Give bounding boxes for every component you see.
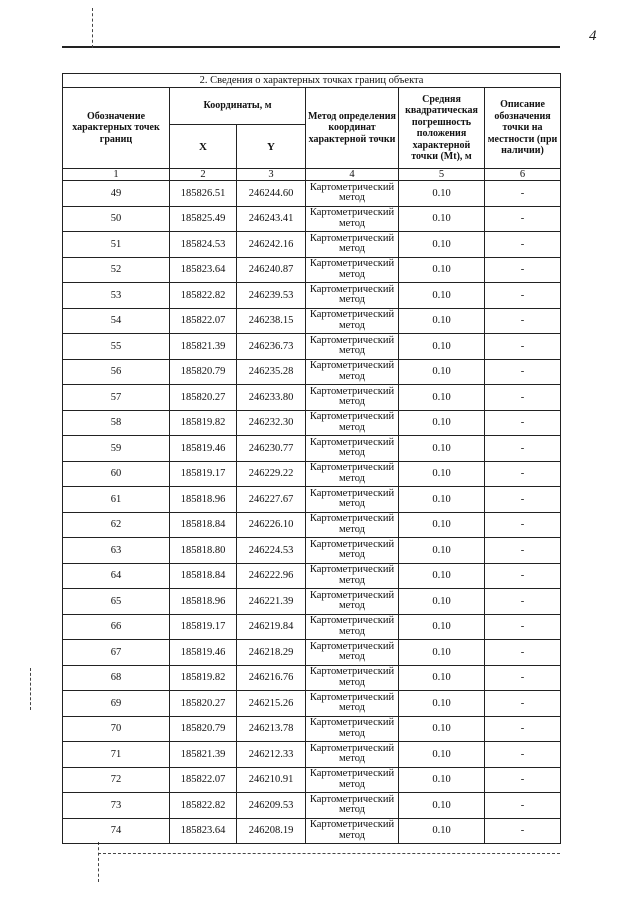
point-number: 60 [63, 461, 170, 487]
method-line1: Картометрический [309, 742, 395, 754]
method-line1: Картометрический [309, 360, 395, 372]
method-cell [306, 359, 399, 385]
point-number: 56 [63, 359, 170, 385]
table-row [63, 487, 561, 513]
table-row [63, 691, 561, 717]
coordinate-x: 185819.82 [170, 665, 237, 691]
method-line1: Картометрический [309, 717, 395, 729]
point-number: 74 [63, 818, 170, 844]
method-cell [306, 742, 399, 768]
description-value: - [485, 538, 561, 564]
coordinate-y: 246239.53 [237, 283, 306, 309]
coordinate-x: 185819.82 [170, 410, 237, 436]
coordinate-x: 185818.96 [170, 487, 237, 513]
description-value: - [485, 461, 561, 487]
description-value: - [485, 181, 561, 207]
description-value: - [485, 206, 561, 232]
boundary-points-table [62, 73, 561, 844]
method-line2: метод [338, 268, 366, 280]
coordinate-y: 246218.29 [237, 640, 306, 666]
table-row [63, 614, 561, 640]
description-value: - [485, 232, 561, 258]
description-value: - [485, 793, 561, 819]
coordinate-x: 185818.84 [170, 512, 237, 538]
method-line2: метод [338, 447, 366, 459]
accuracy-value: 0.10 [399, 640, 485, 666]
method-cell [306, 512, 399, 538]
method-cell [306, 665, 399, 691]
method-line2: метод [338, 727, 366, 739]
accuracy-value: 0.10 [399, 538, 485, 564]
description-value: - [485, 716, 561, 742]
method-line2: метод [338, 702, 366, 714]
coordinate-x: 185826.51 [170, 181, 237, 207]
coordinate-x: 185825.49 [170, 206, 237, 232]
coordinate-y: 246224.53 [237, 538, 306, 564]
table-row [63, 793, 561, 819]
description-value: - [485, 563, 561, 589]
method-cell [306, 640, 399, 666]
coordinate-x: 185820.27 [170, 385, 237, 411]
table-row [63, 640, 561, 666]
method-line2: метод [338, 319, 366, 331]
method-cell [306, 461, 399, 487]
point-number: 68 [63, 665, 170, 691]
method-line2: метод [338, 217, 366, 229]
point-number: 71 [63, 742, 170, 768]
table-row [63, 257, 561, 283]
coordinate-y: 246233.80 [237, 385, 306, 411]
section-title: 2. Сведения о характерных точках границ объекта [63, 74, 561, 88]
method-line2: метод [338, 549, 366, 561]
description-value: - [485, 818, 561, 844]
method-line1: Картометрический [309, 334, 395, 346]
method-cell [306, 206, 399, 232]
footer-rule [98, 853, 560, 854]
method-cell [306, 767, 399, 793]
method-line2: метод [338, 243, 366, 255]
accuracy-value: 0.10 [399, 385, 485, 411]
header-coordinates: Координаты, м [170, 88, 306, 125]
method-line2: метод [338, 421, 366, 433]
method-line1: Картометрический [309, 640, 395, 652]
coordinate-y: 246242.16 [237, 232, 306, 258]
point-number: 67 [63, 640, 170, 666]
method-line1: Картометрический [309, 309, 395, 321]
point-number: 64 [63, 563, 170, 589]
description-value: - [485, 385, 561, 411]
column-number: 2 [170, 169, 237, 181]
accuracy-value: 0.10 [399, 359, 485, 385]
column-number: 4 [306, 169, 399, 181]
coordinate-x: 185818.80 [170, 538, 237, 564]
header-y: Y [237, 125, 306, 169]
table-row [63, 232, 561, 258]
table-row [63, 206, 561, 232]
accuracy-value: 0.10 [399, 512, 485, 538]
accuracy-value: 0.10 [399, 206, 485, 232]
coordinate-x: 185821.39 [170, 334, 237, 360]
method-line1: Картометрический [309, 283, 395, 295]
accuracy-value: 0.10 [399, 767, 485, 793]
method-line1: Картометрический [309, 436, 395, 448]
method-cell [306, 283, 399, 309]
coordinate-y: 246235.28 [237, 359, 306, 385]
table-row [63, 385, 561, 411]
coordinate-y: 246227.67 [237, 487, 306, 513]
point-number: 51 [63, 232, 170, 258]
point-number: 55 [63, 334, 170, 360]
method-cell [306, 793, 399, 819]
method-cell [306, 614, 399, 640]
coordinate-x: 185819.17 [170, 461, 237, 487]
header-designation: Обозначение характерных точек границ [63, 88, 170, 169]
accuracy-value: 0.10 [399, 691, 485, 717]
table-body [63, 181, 561, 844]
method-line2: метод [338, 370, 366, 382]
table-row [63, 181, 561, 207]
table-row [63, 538, 561, 564]
point-number: 73 [63, 793, 170, 819]
method-cell [306, 691, 399, 717]
method-cell [306, 716, 399, 742]
method-line2: метод [338, 625, 366, 637]
point-number: 72 [63, 767, 170, 793]
coordinate-y: 246208.19 [237, 818, 306, 844]
table-row [63, 436, 561, 462]
method-line1: Картометрический [309, 768, 395, 780]
column-number: 3 [237, 169, 306, 181]
method-line1: Картометрический [309, 666, 395, 678]
coordinate-x: 185820.27 [170, 691, 237, 717]
method-line2: метод [338, 294, 366, 306]
header-x: X [170, 125, 237, 169]
method-line1: Картометрический [309, 207, 395, 219]
description-value: - [485, 742, 561, 768]
description-value: - [485, 640, 561, 666]
coordinate-y: 246244.60 [237, 181, 306, 207]
coordinate-y: 246212.33 [237, 742, 306, 768]
method-line1: Картометрический [309, 691, 395, 703]
method-line1: Картометрический [309, 487, 395, 499]
coordinate-x: 185819.46 [170, 436, 237, 462]
coordinate-y: 246215.26 [237, 691, 306, 717]
method-line2: метод [338, 523, 366, 535]
coordinate-x: 185822.07 [170, 767, 237, 793]
method-line2: метод [338, 829, 366, 841]
table-row [63, 767, 561, 793]
accuracy-value: 0.10 [399, 436, 485, 462]
coordinate-x: 185822.82 [170, 793, 237, 819]
method-cell [306, 385, 399, 411]
accuracy-value: 0.10 [399, 563, 485, 589]
header-rule [62, 46, 560, 48]
method-line2: метод [338, 574, 366, 586]
coordinate-y: 246226.10 [237, 512, 306, 538]
table-row [63, 334, 561, 360]
description-value: - [485, 308, 561, 334]
table-row [63, 283, 561, 309]
point-number: 54 [63, 308, 170, 334]
method-cell [306, 308, 399, 334]
description-value: - [485, 589, 561, 615]
method-line1: Картометрический [309, 385, 395, 397]
section-caption-row [63, 74, 561, 88]
coordinate-y: 246230.77 [237, 436, 306, 462]
column-number-row [63, 169, 561, 181]
point-number: 50 [63, 206, 170, 232]
description-value: - [485, 359, 561, 385]
method-line2: метод [338, 778, 366, 790]
method-line1: Картометрический [309, 411, 395, 423]
description-value: - [485, 410, 561, 436]
point-number: 57 [63, 385, 170, 411]
coordinate-y: 246236.73 [237, 334, 306, 360]
header-accuracy: Средняя квадратическая погрешность положения характерной точки (Mt), м [399, 88, 485, 169]
method-line1: Картометрический [309, 462, 395, 474]
coordinate-x: 185819.46 [170, 640, 237, 666]
method-line2: метод [338, 600, 366, 612]
coordinate-y: 246219.84 [237, 614, 306, 640]
coordinate-x: 185821.39 [170, 742, 237, 768]
coordinate-y: 246216.76 [237, 665, 306, 691]
page-number: 4 [589, 28, 597, 44]
method-line1: Картометрический [309, 615, 395, 627]
coordinate-x: 185823.64 [170, 257, 237, 283]
method-line2: метод [338, 804, 366, 816]
method-line1: Картометрический [309, 232, 395, 244]
point-number: 53 [63, 283, 170, 309]
method-cell [306, 410, 399, 436]
method-cell [306, 538, 399, 564]
table-row [63, 563, 561, 589]
method-line1: Картометрический [309, 564, 395, 576]
coordinate-x: 185822.82 [170, 283, 237, 309]
point-number: 58 [63, 410, 170, 436]
header-description: Описание обозначения точки на местности (при наличии) [485, 88, 561, 169]
header-row [63, 88, 561, 125]
accuracy-value: 0.10 [399, 410, 485, 436]
accuracy-value: 0.10 [399, 181, 485, 207]
method-line2: метод [338, 472, 366, 484]
coordinate-y: 246222.96 [237, 563, 306, 589]
coordinate-x: 185819.17 [170, 614, 237, 640]
point-number: 59 [63, 436, 170, 462]
table-row [63, 512, 561, 538]
accuracy-value: 0.10 [399, 308, 485, 334]
method-line1: Картометрический [309, 793, 395, 805]
table-row [63, 742, 561, 768]
point-number: 65 [63, 589, 170, 615]
header-method: Метод определения координат характерной точки [306, 88, 399, 169]
coordinate-x: 185818.96 [170, 589, 237, 615]
table-row [63, 308, 561, 334]
accuracy-value: 0.10 [399, 232, 485, 258]
coordinate-x: 185820.79 [170, 716, 237, 742]
coordinate-x: 185820.79 [170, 359, 237, 385]
method-cell [306, 436, 399, 462]
description-value: - [485, 691, 561, 717]
method-cell [306, 589, 399, 615]
method-line2: метод [338, 192, 366, 204]
table-row [63, 461, 561, 487]
coordinate-y: 246232.30 [237, 410, 306, 436]
coordinate-y: 246210.91 [237, 767, 306, 793]
accuracy-value: 0.10 [399, 461, 485, 487]
method-cell [306, 232, 399, 258]
method-line2: метод [338, 345, 366, 357]
description-value: - [485, 257, 561, 283]
point-number: 70 [63, 716, 170, 742]
description-value: - [485, 283, 561, 309]
table-row [63, 665, 561, 691]
point-number: 61 [63, 487, 170, 513]
table-row [63, 359, 561, 385]
point-number: 69 [63, 691, 170, 717]
description-value: - [485, 512, 561, 538]
description-value: - [485, 614, 561, 640]
method-cell [306, 563, 399, 589]
coordinate-y: 246243.41 [237, 206, 306, 232]
accuracy-value: 0.10 [399, 716, 485, 742]
coordinate-y: 246213.78 [237, 716, 306, 742]
coordinate-x: 185823.64 [170, 818, 237, 844]
coordinate-x: 185818.84 [170, 563, 237, 589]
description-value: - [485, 487, 561, 513]
description-value: - [485, 436, 561, 462]
binding-mark [92, 8, 93, 48]
description-value: - [485, 767, 561, 793]
method-line1: Картометрический [309, 258, 395, 270]
description-value: - [485, 665, 561, 691]
point-number: 63 [63, 538, 170, 564]
method-cell [306, 181, 399, 207]
method-line2: метод [338, 498, 366, 510]
method-line1: Картометрический [309, 538, 395, 550]
method-cell [306, 818, 399, 844]
table-row [63, 818, 561, 844]
accuracy-value: 0.10 [399, 614, 485, 640]
accuracy-value: 0.10 [399, 742, 485, 768]
table-row [63, 410, 561, 436]
method-line2: метод [338, 676, 366, 688]
accuracy-value: 0.10 [399, 257, 485, 283]
point-number: 49 [63, 181, 170, 207]
method-line1: Картометрический [309, 181, 395, 193]
table-row [63, 589, 561, 615]
binding-mark [30, 668, 31, 710]
coordinate-y: 246221.39 [237, 589, 306, 615]
method-line1: Картометрический [309, 513, 395, 525]
column-number: 5 [399, 169, 485, 181]
accuracy-value: 0.10 [399, 283, 485, 309]
method-line2: метод [338, 396, 366, 408]
point-number: 52 [63, 257, 170, 283]
coordinate-y: 246238.15 [237, 308, 306, 334]
method-line1: Картометрический [309, 589, 395, 601]
method-line2: метод [338, 753, 366, 765]
method-cell [306, 334, 399, 360]
coordinate-y: 246240.87 [237, 257, 306, 283]
accuracy-value: 0.10 [399, 589, 485, 615]
method-line1: Картометрический [309, 819, 395, 831]
column-number: 1 [63, 169, 170, 181]
point-number: 62 [63, 512, 170, 538]
accuracy-value: 0.10 [399, 793, 485, 819]
method-line2: метод [338, 651, 366, 663]
accuracy-value: 0.10 [399, 818, 485, 844]
column-number: 6 [485, 169, 561, 181]
coordinate-x: 185822.07 [170, 308, 237, 334]
description-value: - [485, 334, 561, 360]
coordinate-y: 246229.22 [237, 461, 306, 487]
accuracy-value: 0.10 [399, 665, 485, 691]
accuracy-value: 0.10 [399, 487, 485, 513]
accuracy-value: 0.10 [399, 334, 485, 360]
binding-mark [98, 842, 99, 882]
table-row [63, 716, 561, 742]
method-cell [306, 257, 399, 283]
point-number: 66 [63, 614, 170, 640]
method-cell [306, 487, 399, 513]
coordinate-x: 185824.53 [170, 232, 237, 258]
coordinate-y: 246209.53 [237, 793, 306, 819]
